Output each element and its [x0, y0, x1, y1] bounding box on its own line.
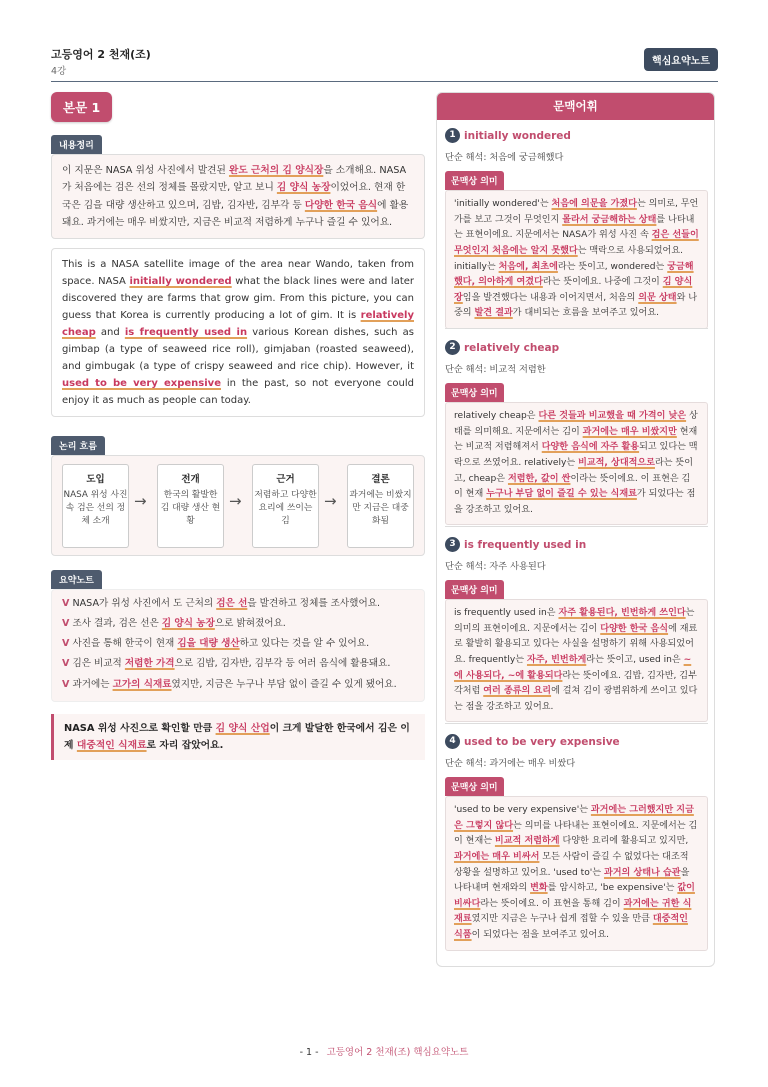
note-item	[62, 654, 414, 674]
passage-highlight: initially wondered	[129, 276, 232, 288]
divider	[445, 723, 708, 724]
context-highlight: ~에 사용되다, ~에 활용되다	[454, 654, 692, 681]
context-highlight: 다른 것들과 비교했을 때 가격이 낮은	[538, 411, 687, 421]
conclusion-highlight: 김 양식 산업	[215, 722, 270, 734]
check-mark-icon: V	[62, 678, 70, 690]
conclusion-highlight: 대중적인 식재료	[76, 739, 147, 751]
context-text: 는 의미의 표현이에요. 지문에서는 김이	[454, 608, 695, 634]
context-text: 'initially wondered'는	[454, 199, 552, 209]
context-box	[445, 599, 708, 722]
summary-text: 을 소개해요. NASA가 처음에는 검은 선의 정체를 몰랐지만, 알고 보니	[62, 165, 407, 194]
conclusion-box	[51, 714, 425, 760]
context-text: 라는 뜻이에요. 김밥, 김자반, 김부각처럼	[454, 670, 697, 697]
context-box	[445, 190, 708, 329]
flow-step-desc: 저렴하고 다양한 요리에 쓰이는 김	[254, 490, 317, 526]
divider	[445, 526, 708, 527]
context-text: 와 나중의	[454, 292, 698, 319]
vocab-term: initially wondered	[464, 129, 571, 142]
vocab-panel	[436, 92, 715, 967]
vocab-item	[445, 537, 708, 722]
context-text: 에 걸쳐 김이 광범위하게 쓰이고 있다는 점을 강조하고 있어요.	[454, 686, 698, 712]
context-text: 라는 뜻이고, cheap은	[454, 457, 693, 484]
flow-step-title: 도입	[86, 474, 105, 486]
passage-text: in the past, so not everyone could enjoy it as much as people can today.	[62, 378, 414, 407]
note-text: 과거에는	[72, 678, 113, 690]
vocab-term: used to be very expensive	[464, 735, 620, 748]
page-header	[51, 44, 718, 82]
passage-text: This is a NASA satellite image of the area near Wando, taken from space. NASA	[62, 259, 414, 288]
context-highlight: 자주 활용된다, 빈번하게 쓰인다	[558, 608, 686, 618]
flow-step-desc: 과거에는 비쌌지만 지금은 대중화됨	[349, 490, 412, 526]
context-text: is frequently used in은	[454, 608, 559, 618]
context-highlight: 자주, 빈번하게	[526, 654, 587, 665]
vocab-number: 3	[445, 537, 460, 552]
context-text: 모든 사람이 즐길 수 없었다는 대조적 상황을 설명하고 있어요. 'used to'는	[454, 851, 689, 878]
summary-text: 이 지문은 NASA 위성 사진에서 발견된	[62, 165, 229, 176]
context-text: 이 되었다는 점을 보여주고 있어요.	[471, 930, 610, 941]
context-box	[445, 402, 708, 525]
passage-text: and	[95, 327, 125, 339]
note-text: 였지만, 지금은 누구나 부담 없이 즐길 수 있게 됐어요.	[171, 678, 397, 690]
context-tag: 문맥상 의미	[445, 777, 504, 796]
context-highlight: 몰라서 궁금해하는 상태	[562, 214, 657, 225]
context-highlight: 비교적, 상대적으로	[578, 457, 655, 468]
vocab-number: 4	[445, 734, 460, 749]
passage-highlight: relatively cheap	[62, 310, 414, 339]
note-item	[62, 594, 414, 614]
vocab-simple-meaning: 단순 해석: 처음에 궁금해했다	[445, 152, 564, 163]
note-highlight: 김을 대량 생산	[177, 638, 240, 650]
context-tag: 문맥상 의미	[445, 580, 504, 599]
context-highlight: 여러 종류의 요리	[483, 686, 552, 697]
note-highlight: 고가의 식재료	[112, 678, 172, 690]
note-text: 으로 김밥, 김자반, 김부각 등 여러 음식에 활용돼요.	[174, 658, 391, 670]
note-item	[62, 634, 414, 654]
context-text: relatively cheap은	[454, 411, 539, 421]
summary-highlight: 김 양식 농장	[276, 182, 331, 194]
note-text: 으로 밝혀졌어요.	[214, 618, 286, 630]
context-highlight: 과거의 상태나 습관	[603, 867, 681, 878]
note-item	[62, 675, 414, 695]
note-highlight: 검은 선	[216, 598, 248, 610]
context-text: 를 나타내는 표현이에요. 지문에서는 NASA가 위성 사진 속	[454, 214, 695, 241]
course-title: 고등영어 2 천재(조)	[51, 48, 151, 61]
flow-step-conclusion	[347, 464, 414, 548]
flow-tag: 논리 흐름	[51, 436, 105, 455]
context-highlight: 다양한 한국 음식	[600, 623, 669, 634]
check-mark-icon: V	[62, 638, 70, 650]
context-highlight: 검은 선들이 무엇인지 처음에는 알지 못했다	[454, 230, 699, 256]
passage-text: various Korean dishes, such as gimbap (a type of seaweed rice roll), gimjaban (roasted seaweed), and gimbugak (a type of crispy seaweed and rice chip). However, it	[62, 327, 414, 373]
context-text: 임을 발견했다는 내용과 이어지면서, 처음의	[462, 292, 639, 303]
header-badge: 핵심요약노트	[644, 48, 718, 71]
context-text: 'used to be very expensive'는	[454, 805, 591, 815]
vocab-simple-meaning: 단순 해석: 자주 사용된다	[445, 561, 546, 572]
note-highlight: 저렴한 가격	[124, 658, 175, 670]
context-highlight: 과거에는 매우 비쌌지만	[582, 426, 677, 437]
main-passage-column	[51, 92, 425, 760]
vocab-simple-meaning: 단순 해석: 과거에는 매우 비쌌다	[445, 758, 576, 769]
context-highlight: 대중적인 식품	[454, 914, 688, 941]
context-text: 였지만 지금은 누구나 쉽게 접할 수 있을 만큼	[471, 914, 653, 925]
notes-tag: 요약노트	[51, 570, 102, 589]
flow-step-intro	[62, 464, 129, 548]
context-highlight: 저렴한, 값이 싼	[507, 473, 571, 484]
summary-text: 이었어요. 현재 한국은 김을 대량 생산하고 있으며, 김밥, 김자반, 김부각 등	[62, 182, 406, 211]
vocab-panel-title: 문맥어휘	[437, 93, 714, 120]
vocab-item	[445, 128, 708, 329]
note-text: NASA가 위성 사진에서 도 근처의	[72, 598, 217, 610]
course-unit: 4강	[51, 66, 67, 77]
flow-step-title: 근거	[276, 474, 295, 486]
context-highlight: 다양한 음식에 자주 활용	[541, 442, 640, 453]
context-highlight: 과거에는 매우 비싸서	[454, 851, 540, 862]
summary-text: 에 활용돼요. 과거에는 매우 비쌌지만, 지금은 비교적 저렴하게 누구나 즐길 수 있어요.	[62, 199, 409, 228]
context-highlight: 의문 상태	[638, 292, 677, 303]
flow-step-title: 전개	[181, 474, 200, 486]
context-tag: 문맥상 의미	[445, 171, 504, 190]
arrow-right-icon: →	[324, 492, 337, 511]
vocab-number: 1	[445, 128, 460, 143]
context-highlight: 과거에는 귀한 식재료	[454, 898, 692, 925]
context-text: 되고 있다는 맥락으로 쓰였어요. relatively는	[454, 442, 698, 468]
context-text: 는 맥락으로 사용되었어요. initially는	[454, 245, 684, 272]
summary-box	[51, 154, 425, 239]
vocab-simple-meaning: 단순 해석: 비교적 저렴한	[445, 364, 546, 375]
footer-title: 고등영어 2 천재(조) 핵심요약노트	[326, 1047, 469, 1058]
flow-step-development	[157, 464, 224, 548]
note-text: 사진을 통해 한국이 현재	[72, 638, 178, 650]
context-text: 라는 뜻이고, wondered는	[557, 261, 668, 272]
check-mark-icon: V	[62, 618, 70, 630]
flow-step-title: 결론	[371, 474, 390, 486]
logic-flow	[51, 455, 425, 556]
context-highlight: 처음에, 최초에	[498, 261, 558, 272]
divider	[445, 328, 708, 329]
context-highlight: 발견 결과	[474, 308, 513, 319]
summary-notes	[51, 589, 425, 702]
vocab-number: 2	[445, 340, 460, 355]
arrow-right-icon: →	[229, 492, 242, 511]
note-highlight: 김 양식 농장	[161, 618, 215, 630]
flow-step-desc: 한국의 활발한 김 대량 생산 현황	[160, 490, 221, 526]
passage-highlight: is frequently used in	[124, 327, 248, 339]
check-mark-icon: V	[62, 658, 70, 670]
note-text: 김은 비교적	[72, 658, 125, 670]
english-passage	[51, 248, 425, 417]
note-text: 조사 결과, 검은 선은	[72, 618, 162, 630]
vocab-term: is frequently used in	[464, 538, 587, 551]
context-text: 상태를 의미해요. 지문에서는 김이	[454, 411, 698, 437]
context-text: 가 대비되는 흐름을 보여주고 있어요.	[512, 308, 660, 319]
context-text: 현재는 비교적 저렴해져서	[454, 426, 698, 453]
context-text: 가 되었다는 점을 강조하고 있어요.	[454, 489, 696, 515]
passage-text: what the black lines were and later discovered they are farms that grow gim. From this picture, you can guess that Korea is currently producing a lot of gim. It is	[62, 276, 415, 322]
passage-highlight: used to be very expensive	[62, 378, 221, 390]
context-text: 는 의미를 나타내는 표현이에요. 지문에서는 김이 현재는	[454, 820, 698, 847]
summary-highlight: 완도 근처의 김 양식장	[228, 165, 324, 176]
context-highlight: 값이 비싸다	[454, 883, 695, 909]
flow-step-evidence	[252, 464, 319, 548]
context-highlight: 과거에는 그러했지만 지금은 그렇지 않다	[454, 805, 694, 831]
context-box	[445, 796, 708, 951]
context-highlight: 처음에 의문을 가졌다	[551, 199, 637, 209]
vocab-item	[445, 340, 708, 525]
note-text: 하고 있다는 것을 알 수 있어요.	[239, 638, 370, 650]
context-text: 다양한 요리에 활용되고 있지만,	[559, 836, 689, 847]
context-text: 라는 뜻이고, used in은	[586, 654, 684, 665]
context-text: 라는 뜻이에요. 이 표현을 통해 김이	[480, 898, 624, 909]
context-highlight: 변화	[530, 883, 548, 894]
context-highlight: 비교적 저렴하게	[494, 836, 560, 847]
note-text: 을 발견하고 정체를 조사했어요.	[247, 598, 381, 610]
flow-step-desc: NASA 위성 사진 속 검은 선의 정체 소개	[63, 490, 128, 526]
page-number: - 1 -	[299, 1047, 319, 1058]
vocab-item	[445, 734, 708, 951]
context-text: 는 의미로, 무언가를 보고 그것이 무엇인지	[454, 199, 699, 225]
conclusion-text: 로 자리 잡았어요.	[146, 739, 224, 751]
section-label: 본문 1	[51, 92, 112, 122]
note-item	[62, 614, 414, 634]
context-text: 를 암시하고, 'be expensive'는	[547, 883, 678, 894]
context-highlight: 궁금해했다, 의아하게 여겼다	[454, 261, 694, 288]
context-tag: 문맥상 의미	[445, 383, 504, 402]
conclusion-text: 이 크게 발달한 한국에서 김은 이제	[64, 722, 410, 751]
context-text: 라는 뜻이에요. 나중에 그것이	[542, 277, 663, 288]
context-text: 에 재료로 활발히 활용되고 있다는 사실을 설명하기 위해 사용되었어요. frequently는	[454, 623, 698, 665]
vocab-term: relatively cheap	[464, 341, 560, 354]
context-text: 을 나타내며 현재와의	[454, 867, 690, 894]
context-text: 이라는 뜻이에요. 이 표현은 김이 현재	[454, 473, 691, 500]
context-highlight: 김 양식장	[454, 277, 693, 303]
summary-tag: 내용정리	[51, 135, 102, 154]
arrow-right-icon: →	[134, 492, 147, 511]
context-highlight: 누구나 부담 없이 즐길 수 있는 식재료	[486, 489, 637, 500]
conclusion-text: NASA 위성 사진으로 확인할 만큼	[64, 722, 216, 734]
summary-highlight: 다양한 한국 음식	[304, 199, 378, 211]
page-footer	[0, 1044, 768, 1058]
check-mark-icon: V	[62, 598, 70, 610]
